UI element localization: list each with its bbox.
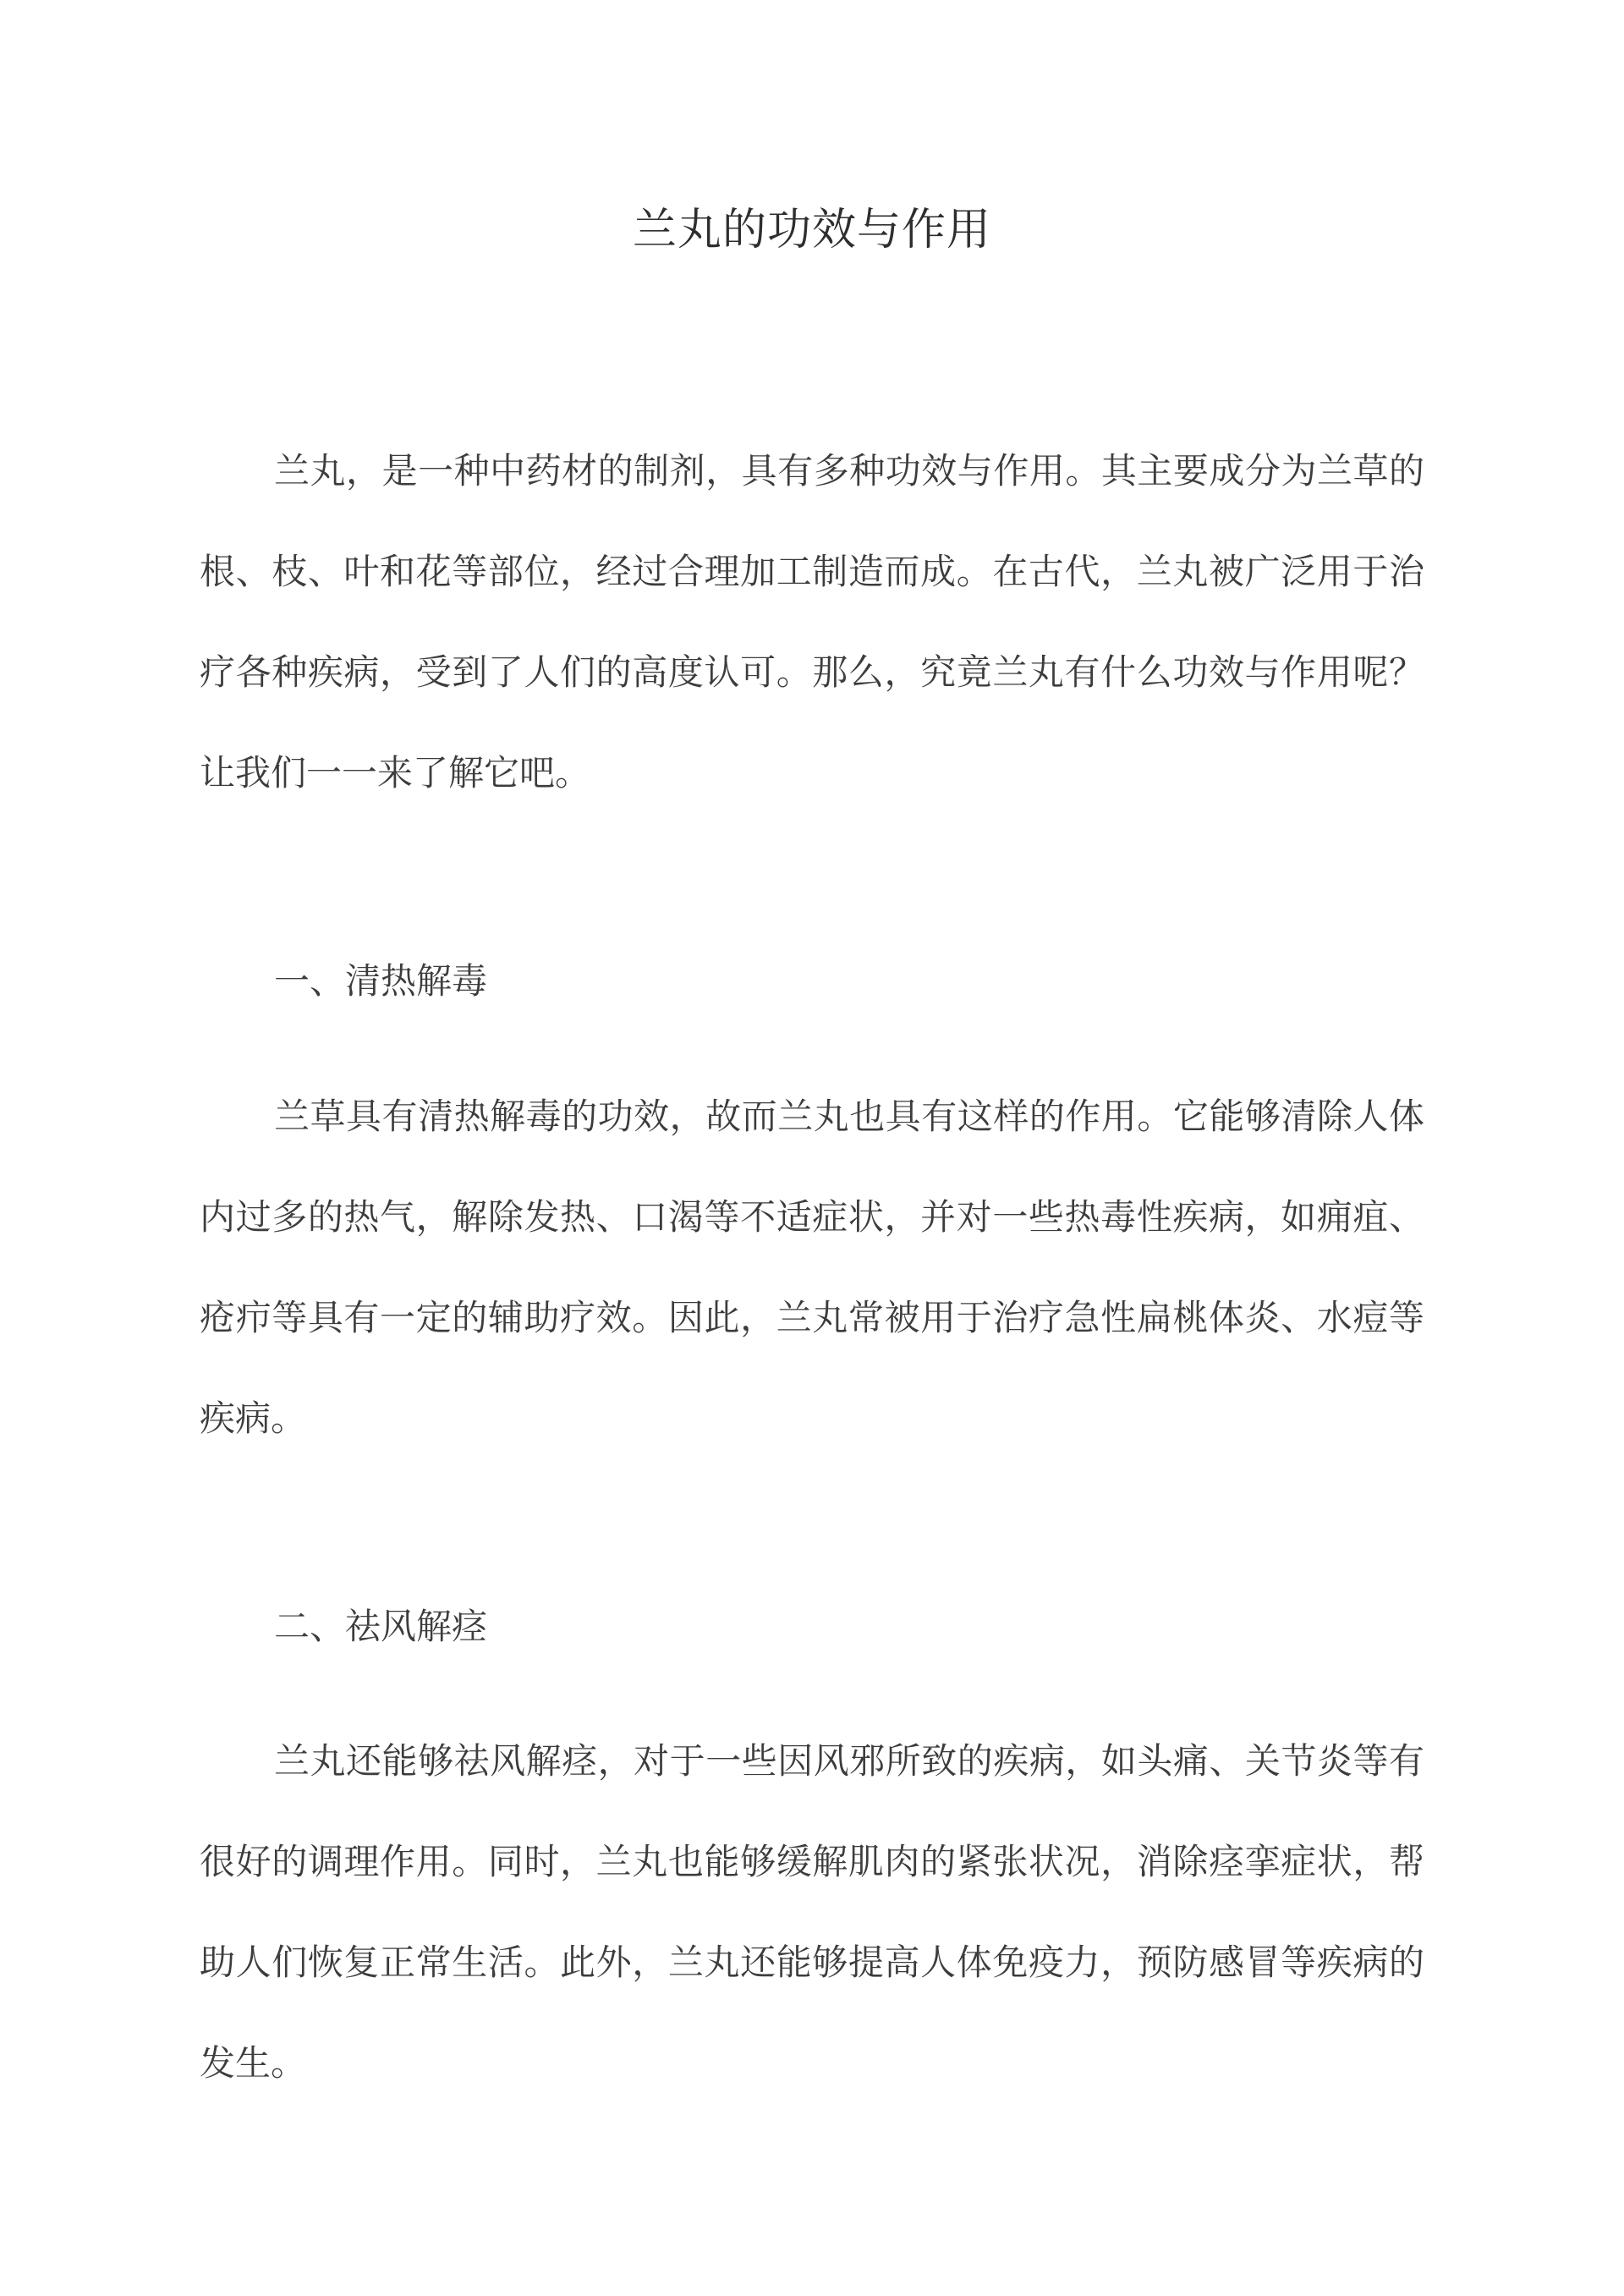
section-body-2: 兰丸还能够祛风解痉，对于一些因风邪所致的疾病，如头痛、关节炎等有很好的调理作用。同时，兰丸也能够缓解肌肉的紧张状况，消除痉挛症状，帮助人们恢复正常生活。此外，兰丸还能够提高人体免疫力，预防感冒等疾病的发生。 [200, 1740, 1424, 2084]
section-body-1: 兰草具有清热解毒的功效，故而兰丸也具有这样的作用。它能够清除人体内过多的热气，解除发热、口渴等不适症状，并对一些热毒性疾病，如痈疽、疮疖等具有一定的辅助疗效。因此，兰丸常被用于治疗急性扁桃体炎、水痘等疾病。 [200, 1096, 1424, 1439]
document-title: 兰丸的功效与作用 [632, 205, 991, 255]
section-heading-2: 二、祛风解痉 [274, 1606, 488, 1647]
intro-paragraph: 兰丸，是一种中药材的制剂，具有多种功效与作用。其主要成分为兰草的根、枝、叶和花等部位，经过合理加工制造而成。在古代，兰丸被广泛用于治疗各种疾病，受到了人们的高度认可。那么，究竟兰丸有什么功效与作用呢？让我们一一来了解它吧。 [200, 450, 1424, 794]
section-heading-1: 一、清热解毒 [274, 960, 488, 1002]
